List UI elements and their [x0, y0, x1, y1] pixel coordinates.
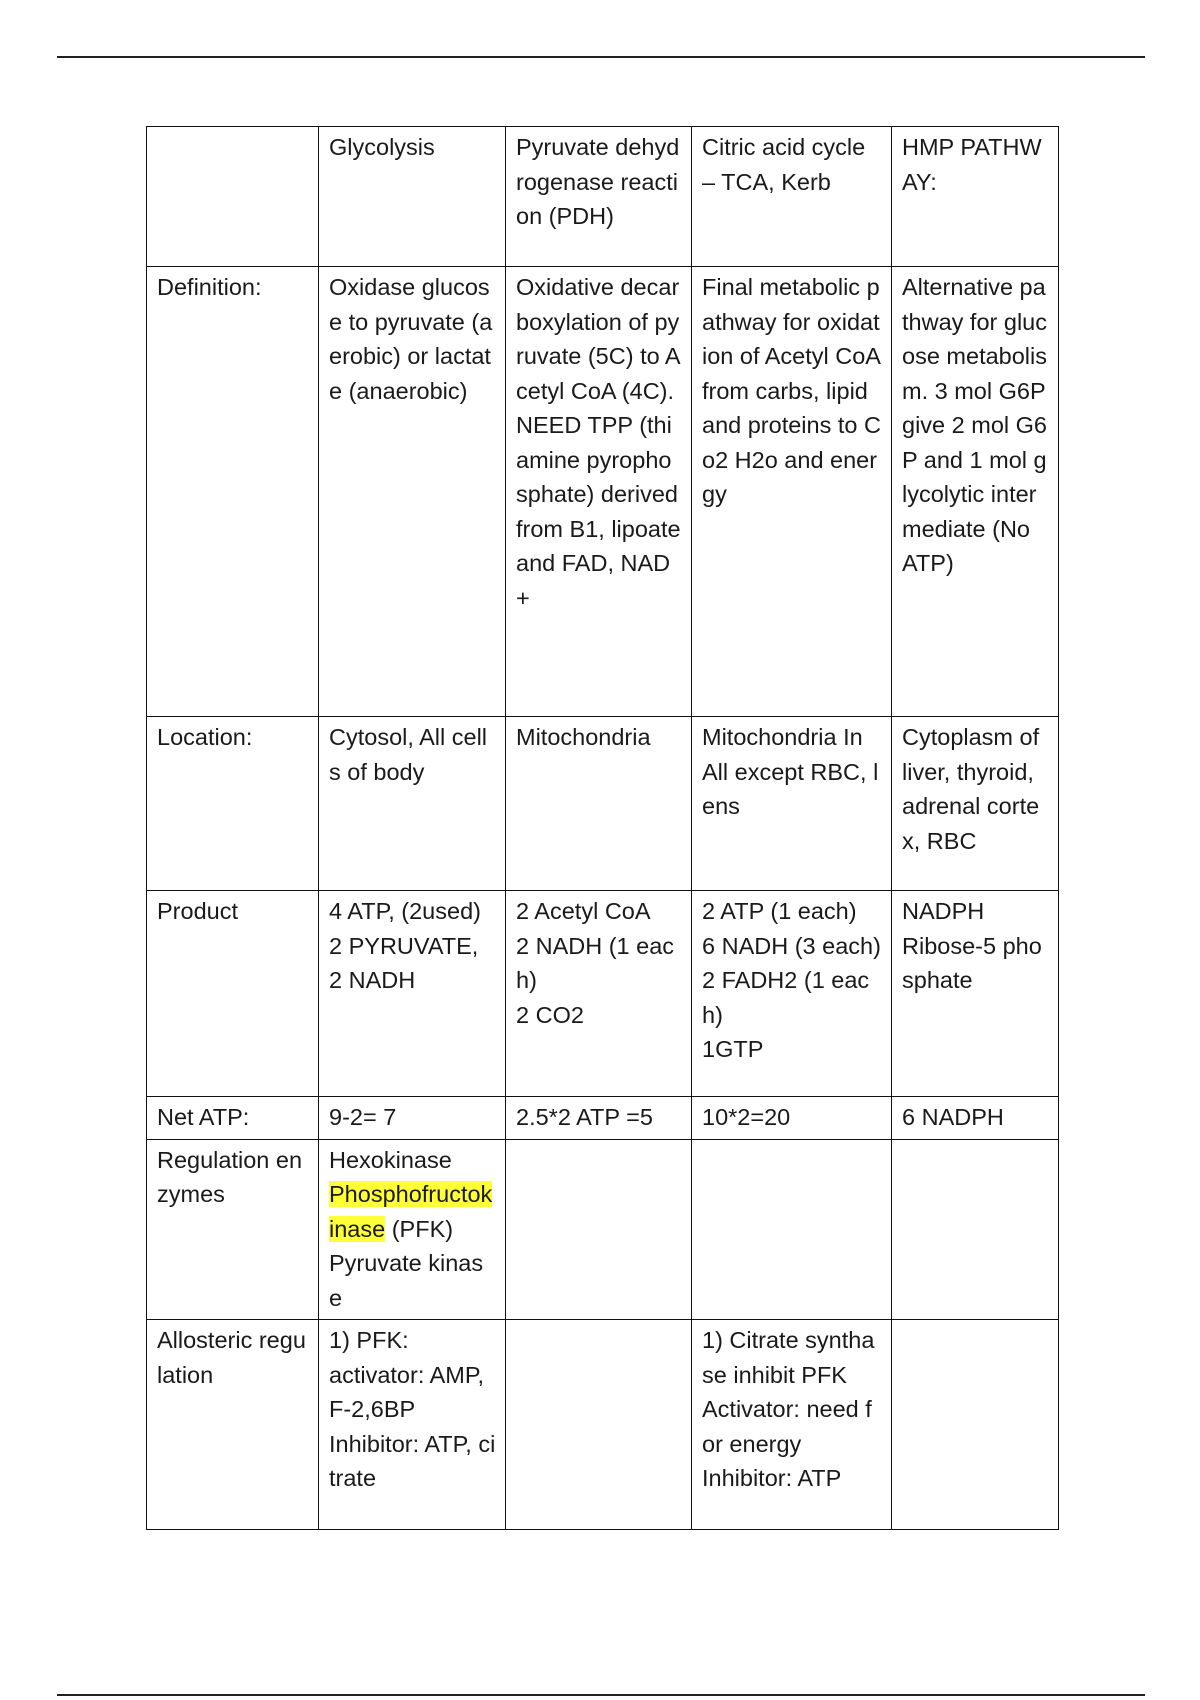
definition-hmp: Alternative pathway for glucose metabolism. 3 mol G6P give 2 mol G6P and 1 mol glycolytic intermediate (No ATP) [892, 267, 1059, 717]
definition-pdh [506, 267, 692, 717]
row-label-location: Location: [147, 717, 319, 891]
table-row-location [147, 717, 1059, 891]
header-cell-glycolysis: Glycolysis [319, 127, 506, 267]
net-atp-glycolysis: 9-2= 7 [319, 1097, 506, 1140]
allosteric-glycolysis-line: Inhibitor: ATP, citrate [329, 1430, 496, 1491]
row-label-product: Product [147, 891, 319, 1097]
product-tca [692, 891, 892, 1097]
regulation-enzyme-highlighted [329, 1177, 496, 1246]
row-label-regulation: Regulation enzymes [147, 1139, 319, 1320]
header-cell-empty [147, 127, 319, 267]
location-pdh: Mitochondria [506, 717, 692, 891]
allosteric-tca [692, 1320, 892, 1530]
metabolic-pathways-table [146, 126, 1059, 1530]
definition-pdh-text: Oxidative decarboxylation of pyruvate (5C) to Acetyl CoA (4C). [516, 274, 681, 404]
net-atp-pdh: 2.5*2 ATP =5 [506, 1097, 692, 1140]
allosteric-tca-line: Activator: need for energy [702, 1396, 872, 1457]
regulation-tca [692, 1139, 892, 1320]
product-glycolysis-line: 4 ATP, (2used) [329, 898, 481, 924]
allosteric-tca-line: 1) Citrate synthase inhibit PFK [702, 1327, 875, 1388]
regulation-hmp [892, 1139, 1059, 1320]
allosteric-glycolysis [319, 1320, 506, 1530]
location-glycolysis: Cytosol, All cells of body [319, 717, 506, 891]
table-row-regulation [147, 1139, 1059, 1320]
regulation-pdh [506, 1139, 692, 1320]
product-tca-line: 2 FADH2 (1 each) [702, 967, 870, 1028]
regulation-enzyme: Pyruvate kinase [329, 1250, 484, 1311]
product-pdh-line: 2 CO2 [516, 1001, 584, 1028]
product-hmp [892, 891, 1059, 1097]
allosteric-pdh [506, 1320, 692, 1530]
product-tca-line: 2 ATP (1 each) [702, 898, 857, 924]
table-row-definition [147, 267, 1059, 717]
product-tca-line: 6 NADH (3 each) [702, 932, 881, 959]
table-row-header [147, 127, 1059, 267]
regulation-enzyme: Hexokinase [329, 1146, 452, 1173]
row-label-allosteric: Allosteric regulation [147, 1320, 319, 1530]
definition-tca: Final metabolic pathway for oxidation of Acetyl CoA from carbs, lipid and proteins to Co2 H2o and energy [692, 267, 892, 717]
definition-pdh-cofactors: NEED TPP (thiamine pyrophosphate) derived from B1, lipoate and FAD, NAD+ [516, 412, 688, 611]
page-bottom-rule [57, 1694, 1145, 1696]
table-row-product [147, 891, 1059, 1097]
header-cell-pdh: Pyruvate dehydrogenase reaction (PDH) [506, 127, 692, 267]
product-tca-line: 1GTP [702, 1036, 764, 1062]
regulation-enzyme-abbrev: (PFK) [385, 1215, 454, 1242]
location-hmp: Cytoplasm of liver, thyroid, adrenal cortex, RBC [892, 717, 1059, 891]
product-hmp-line: NADPH [902, 898, 985, 924]
definition-glycolysis: Oxidase glucose to pyruvate (aerobic) or lactate (anaerobic) [319, 267, 506, 717]
product-pdh-line: 2 Acetyl CoA [516, 898, 651, 924]
product-pdh [506, 891, 692, 1097]
allosteric-tca-line: Inhibitor: ATP [702, 1465, 842, 1491]
page-top-rule [57, 56, 1145, 58]
product-glycolysis [319, 891, 506, 1097]
location-tca: Mitochondria In All except RBC, lens [692, 717, 892, 891]
product-pdh-line: 2 NADH (1 each) [516, 932, 675, 993]
allosteric-glycolysis-line: 1) PFK: [329, 1327, 409, 1353]
product-glycolysis-line: 2 PYRUVATE, 2 NADH [329, 932, 485, 993]
highlight-marker: Phosphofructokinase [329, 1181, 493, 1242]
row-label-net-atp: Net ATP: [147, 1097, 319, 1140]
net-atp-tca: 10*2=20 [692, 1097, 892, 1140]
net-atp-hmp: 6 NADPH [892, 1097, 1059, 1140]
table-row-net-atp [147, 1097, 1059, 1140]
product-hmp-line: Ribose-5 phosphate [902, 932, 1042, 993]
row-label-definition: Definition: [147, 267, 319, 717]
regulation-glycolysis [319, 1139, 506, 1320]
table-row-allosteric [147, 1320, 1059, 1530]
allosteric-hmp [892, 1320, 1059, 1530]
header-cell-hmp: HMP PATHWAY: [892, 127, 1059, 267]
allosteric-glycolysis-line: activator: AMP, F-2,6BP [329, 1361, 491, 1422]
header-cell-tca: Citric acid cycle – TCA, Kerb [692, 127, 892, 267]
